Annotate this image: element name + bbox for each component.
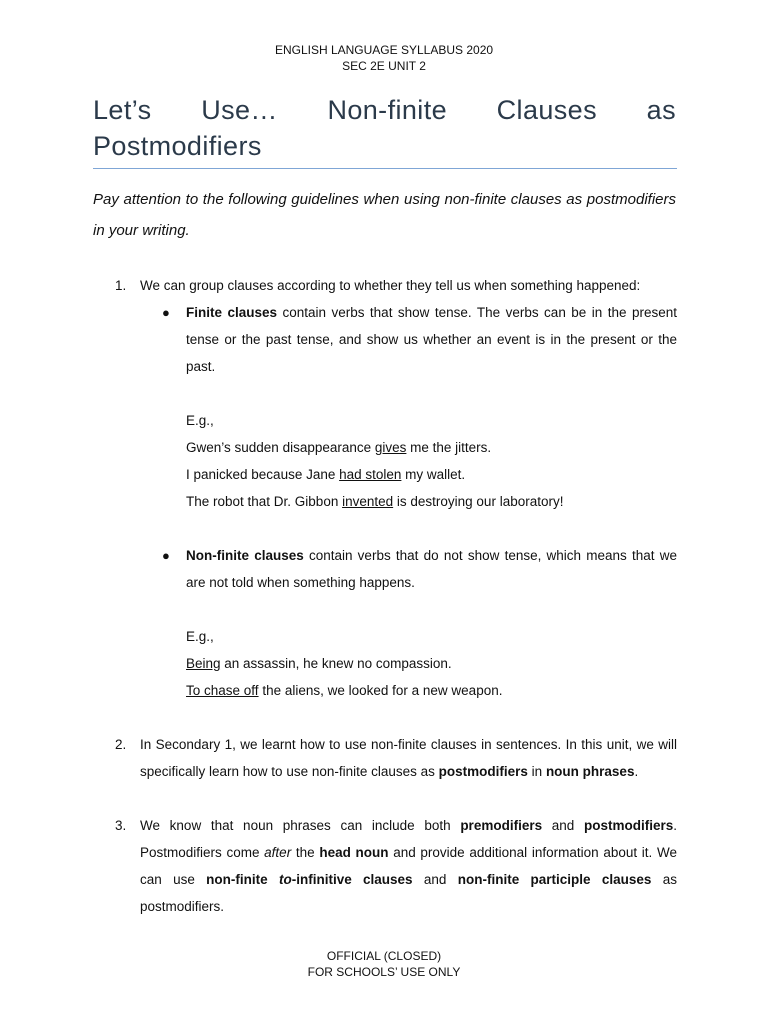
bullet-body: contain verbs that show tense. The verbs can be in the present tense or the past tense, and show us whether an event is in the present or the past. (186, 305, 677, 374)
underlined-verb: gives (374, 440, 407, 455)
page-title (93, 92, 676, 164)
list-item-2 (93, 731, 677, 785)
list-item-1 (93, 272, 677, 704)
title-word-1: Let’s (93, 95, 152, 125)
title-divider (93, 168, 677, 169)
title-word-3: Non-finite (327, 95, 448, 125)
list-number: 2. (115, 737, 127, 752)
bullet-non-finite (140, 542, 677, 704)
example-sentence: Being an assassin, he knew no compassion. (186, 656, 452, 671)
bullet-text (186, 542, 677, 596)
title-word-2: Use… (201, 95, 278, 125)
bullet-body: contain verbs that do not show tense, which means that we are not told when something happens. (186, 548, 677, 590)
page-header (0, 42, 768, 74)
title-line-2: Postmodifiers (93, 131, 262, 161)
underlined-verb: To chase off (186, 683, 259, 698)
example-sentence: Gwen’s sudden disappearance gives me the jitters. (186, 440, 492, 455)
list-number: 3. (115, 818, 127, 833)
example-sentence: I panicked because Jane had stolen my wallet. (186, 467, 466, 482)
list-item-3 (93, 812, 677, 920)
title-word-5: as (646, 95, 676, 125)
guideline-list (93, 272, 677, 920)
example-sentence: To chase off the aliens, we looked for a new weapon. (186, 683, 503, 698)
example-sentence: The robot that Dr. Gibbon invented is destroying our laboratory! (186, 494, 564, 509)
bullet-icon: ● (162, 548, 170, 563)
underlined-verb: invented (342, 494, 394, 509)
list-item-text: We know that noun phrases can include both premodifiers and postmodifiers. Postmodifiers come after the head noun and provide additional information about it. We can use non-finite to-infinitive clauses and non-finite participle clauses as postmodifiers. (140, 818, 677, 914)
list-item-text: In Secondary 1, we learnt how to use non-finite clauses in sentences. In this unit, we will specifically learn how to use non-finite clauses as postmodifiers in noun phrases. (140, 737, 677, 779)
intro-paragraph: Pay attention to the following guidelines when using non-finite clauses as postmodifiers in your writing. (93, 191, 676, 239)
example-label: E.g., (186, 413, 214, 428)
header-line-1: ENGLISH LANGUAGE SYLLABUS 2020 (274, 43, 494, 57)
bullet-finite (140, 299, 677, 515)
underlined-verb: Being (186, 656, 221, 671)
bullet-text (186, 299, 677, 380)
example-label: E.g., (186, 629, 214, 644)
page-footer (0, 948, 768, 980)
bold-term: Finite clauses (186, 305, 277, 320)
bullet-icon: ● (162, 305, 170, 320)
title-word-4: Clauses (496, 95, 598, 125)
list-number: 1. (115, 278, 127, 293)
underlined-verb: had stolen (339, 467, 402, 482)
header-line-2: SEC 2E UNIT 2 (342, 59, 426, 73)
footer-line-1: OFFICIAL (CLOSED) (326, 949, 442, 963)
bold-term: Non-finite clauses (186, 548, 304, 563)
list-item-text: We can group clauses according to whether they tell us when something happened: (140, 278, 641, 293)
footer-line-2: FOR SCHOOLS’ USE ONLY (307, 965, 461, 979)
